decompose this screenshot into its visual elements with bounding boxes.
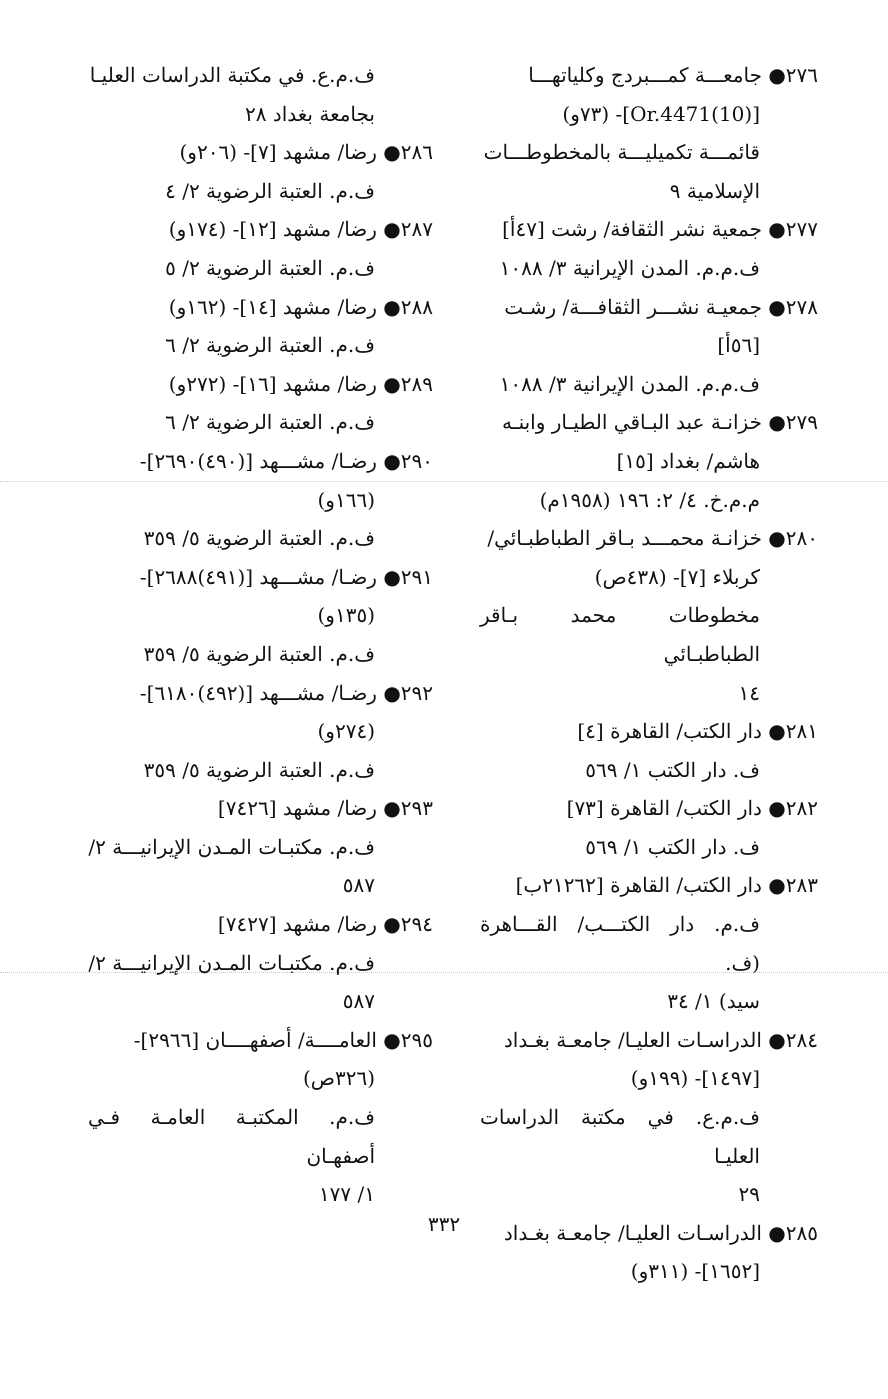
entry-heading: ٢٧٩● خزانـة عبد البـاقي الطيـار وابنـه xyxy=(501,410,818,435)
entry-heading: ٢٨٣● دار الكتب/ القاهرة [٢١٢٦٢ب] xyxy=(515,873,818,898)
catalog-entry xyxy=(480,56,818,210)
entry-reference: ف.م. العتبة الرضوية ٥/ ٣٥٩ xyxy=(143,641,375,666)
entry-shelfmark: (١٣٥و) xyxy=(317,603,375,628)
entry-heading: ٢٧٨● جمعيـة نشـــر الثقافـــة/ رشـت xyxy=(504,294,818,319)
entry-reference-continued: ١٤ xyxy=(738,680,760,705)
catalog-entry xyxy=(88,558,433,674)
entry-reference: ف.م.م. المدن الإيرانية ٣/ ١٠٨٨ xyxy=(499,371,760,396)
entry-reference: ف. دار الكتب ١/ ٥٦٩ xyxy=(585,834,760,859)
entry-shelfmark: [Or.4471(10)]- (٧٣و) xyxy=(562,101,760,126)
catalog-entry xyxy=(88,1021,433,1214)
right-column xyxy=(480,56,818,1291)
catalog-entry xyxy=(480,403,818,519)
catalog-entry xyxy=(88,905,433,1021)
catalog-entry xyxy=(88,133,433,210)
entry-reference-continued: ٥٨٧ xyxy=(342,873,375,898)
entry-reference-continued: ١/ ١٧٧ xyxy=(318,1182,375,1207)
entry-reference: ف.م. دار الكتـــب/ القـــاهرة (ف. xyxy=(480,912,760,975)
catalog-entry xyxy=(88,288,433,365)
catalog-entry xyxy=(480,789,818,866)
page-number: ٣٣٢ xyxy=(427,1212,461,1236)
entry-reference: مخطوطات محمد بـاقر الطباطبـائي xyxy=(480,603,760,666)
entry-reference: ف.م. العتبة الرضوية ٢/ ٤ xyxy=(165,178,375,203)
entry-reference-continued: ٢٩ xyxy=(738,1182,760,1207)
entry-heading: ٢٨٨● رضا/ مشهد [١٤]- (١٦٢و) xyxy=(168,294,433,319)
entry-heading: ٢٨٢● دار الكتب/ القاهرة [٧٣] xyxy=(566,796,818,821)
catalog-entry xyxy=(480,866,818,1020)
entry-heading: ٢٨٤● الدراسـات العليـا/ جامعـة بغـداد xyxy=(503,1027,818,1052)
catalog-entry xyxy=(88,442,433,558)
entry-shelfmark: (١٦٦و) xyxy=(317,487,375,512)
entry-heading: ٢٧٦● جامعـــة كمـــبردج وكلياتهـــا xyxy=(528,63,818,87)
entry-reference: ف.م. العتبة الرضوية ٢/ ٦ xyxy=(165,333,375,358)
catalog-entry xyxy=(88,365,433,442)
entry-heading: ٢٨٠● خزانـة محمـــد بـاقر الطباطبـائي/ xyxy=(487,526,818,551)
catalog-entry xyxy=(88,56,433,133)
entry-reference-continued: سيد) ١/ ٣٤ xyxy=(667,989,760,1014)
catalog-entry xyxy=(88,210,433,287)
entry-reference: م.م.خ. ٤/ ٢: ١٩٦ (١٩٥٨م) xyxy=(539,487,760,512)
entry-heading: ٢٨٧● رضا/ مشهد [١٢]- (١٧٤و) xyxy=(168,217,433,242)
entry-heading: ٢٧٧● جمعية نشر الثقافة/ رشت [٤٧أ] xyxy=(502,217,818,242)
entry-shelfmark: هاشم/ بغداد [١٥] xyxy=(616,448,760,473)
catalog-entry xyxy=(480,519,818,712)
entry-reference: ف.م.م. المدن الإيرانية ٣/ ١٠٨٨ xyxy=(499,255,760,280)
entry-reference-continued: الإسلامية ٩ xyxy=(669,178,760,203)
entry-shelfmark: [١٦٥٢]- (٣١١و) xyxy=(630,1259,760,1284)
entry-reference: ف. دار الكتب ١/ ٥٦٩ xyxy=(585,757,760,782)
entry-heading: ٢٩١● رضـا/ مشـــهد [(٤٩١)٢٦٨٨]- xyxy=(139,564,433,589)
entry-heading: ٢٨٦● رضا/ مشهد [٧]- (٢٠٦و) xyxy=(179,140,433,165)
catalog-entry xyxy=(480,1021,818,1214)
entry-heading: ٢٩٤● رضا/ مشهد [٧٤٢٧] xyxy=(217,912,433,937)
entry-shelfmark: [١٤٩٧]- (١٩٩و) xyxy=(630,1066,760,1091)
entry-heading: ٢٨٩● رضا/ مشهد [١٦]- (٢٧٢و) xyxy=(168,371,433,396)
entry-reference-continued: ٥٨٧ xyxy=(342,989,375,1014)
entry-heading: ٢٨١● دار الكتب/ القاهرة [٤] xyxy=(577,719,818,744)
entry-reference: ف.م. العتبة الرضوية ٥/ ٣٥٩ xyxy=(143,526,375,551)
entry-heading: ٢٨٥● الدراسـات العليـا/ جامعـة بغـداد xyxy=(503,1220,818,1245)
left-column xyxy=(88,56,433,1214)
entry-reference-continued: بجامعة بغداد ٢٨ xyxy=(244,101,375,126)
catalog-entry xyxy=(88,674,433,790)
entry-reference: ف.م. العتبة الرضوية ٥/ ٣٥٩ xyxy=(143,757,375,782)
entry-shelfmark: [٥٦أ] xyxy=(717,333,760,358)
catalog-entry xyxy=(480,712,818,789)
entry-heading: ٢٩٠● رضـا/ مشـــهد [(٤٩٠)٢٦٩٠]- xyxy=(139,448,433,473)
entry-shelfmark: (٣٢٦ص) xyxy=(302,1066,375,1091)
catalog-entry xyxy=(88,789,433,905)
catalog-entry xyxy=(480,210,818,287)
entry-reference: ف.م. العتبة الرضوية ٢/ ٥ xyxy=(165,255,375,280)
entry-reference: ف.م. المكتبـة العامـة فـي أصفهـان xyxy=(88,1105,375,1168)
entry-reference: ف.م. مكتبـات المـدن الإيرانيـــة ٢/ xyxy=(88,834,375,859)
entry-reference: ف.م.ع. في مكتبة الدراسات العليـا xyxy=(89,63,375,87)
entry-heading: ٢٩٣● رضا/ مشهد [٧٤٢٦] xyxy=(217,796,433,821)
entry-reference: قائمـــة تكميليـــة بالمخطوطـــات xyxy=(483,140,760,165)
entry-reference: ف.م. مكتبـات المـدن الإيرانيـــة ٢/ xyxy=(88,950,375,975)
entry-heading: ٢٩٢● رضـا/ مشـــهد [(٤٩٢)٦١٨٠]- xyxy=(139,680,433,705)
entry-heading: ٢٩٥● العامــــة/ أصفهــــان [٢٩٦٦]- xyxy=(133,1027,433,1052)
entry-shelfmark: كربلاء [٧]- (٤٣٨ص) xyxy=(594,564,760,589)
entry-reference: ف.م. العتبة الرضوية ٢/ ٦ xyxy=(165,410,375,435)
entry-reference: ف.م.ع. في مكتبة الدراسات العليـا xyxy=(480,1105,760,1168)
catalog-entry xyxy=(480,288,818,404)
entry-shelfmark: (٢٧٤و) xyxy=(317,719,375,744)
